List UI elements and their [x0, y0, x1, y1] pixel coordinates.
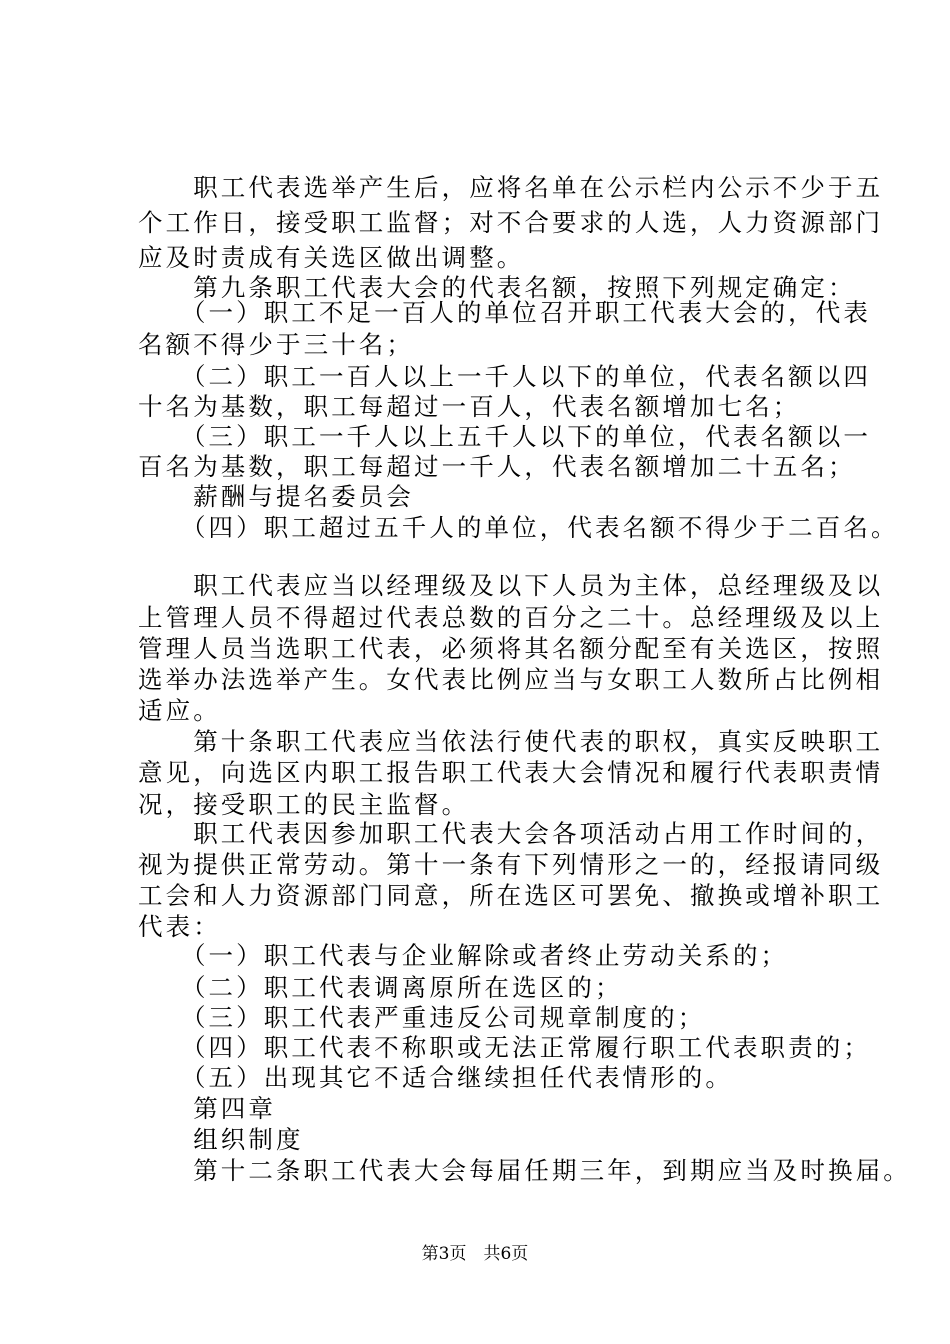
text-line: 第九条职工代表大会的代表名额，按照下列规定确定：: [138, 273, 856, 302]
text-line: 第十条职工代表应当依法行使代表的职权，真实反映职工: [138, 727, 884, 756]
text-line: （一）职工不足一百人的单位召开职工代表大会的，代表: [138, 298, 871, 327]
text-line: 组织制度: [138, 1125, 304, 1154]
text-line: （二）职工一百人以上一千人以下的单位，代表名额以四: [138, 362, 871, 391]
text-line: 第四章: [138, 1094, 276, 1123]
text-line: 个工作日，接受职工监督；对不合要求的人选，人力资源部门: [138, 208, 884, 237]
text-line: 百名为基数，职工每超过一千人，代表名额增加二十五名；: [138, 452, 856, 481]
text-line: （三）职工一千人以上五千人以下的单位，代表名额以一: [138, 422, 871, 451]
text-line: （五）出现其它不适合继续担任代表情形的。: [138, 1063, 733, 1092]
text-line: （四）职工代表不称职或无法正常履行职工代表职责的；: [138, 1033, 871, 1062]
text-line: 视为提供正常劳动。第十一条有下列情形之一的，经报请同级: [138, 850, 884, 879]
text-line: 况，接受职工的民主监督。: [138, 790, 470, 819]
text-line: 职工代表应当以经理级及以下人员为主体，总经理级及以: [138, 571, 884, 600]
text-line: （二）职工代表调离原所在选区的；: [138, 973, 623, 1002]
text-line: 上管理人员不得超过代表总数的百分之二十。总经理级及以上: [138, 603, 884, 632]
text-line: 第十二条职工代表大会每届任期三年，到期应当及时换届。: [138, 1156, 911, 1185]
text-line: （一）职工代表与企业解除或者终止劳动关系的；: [138, 941, 789, 970]
text-line: （四）职工超过五千人的单位，代表名额不得少于二百名。: [138, 513, 899, 542]
page-number: 第3页 共6页: [421, 1244, 529, 1264]
text-line: 代表：: [138, 912, 221, 941]
text-line: （三）职工代表严重违反公司规章制度的；: [138, 1003, 706, 1032]
text-line: 职工代表因参加职工代表大会各项活动占用工作时间的，: [138, 819, 884, 848]
text-line: 适应。: [138, 696, 221, 725]
text-line: 意见，向选区内职工报告职工代表大会情况和履行代表职责情: [138, 758, 884, 787]
text-line: 工会和人力资源部门同意，所在选区可罢免、撤换或增补职工: [138, 881, 884, 910]
text-line: 薪酬与提名委员会: [138, 482, 414, 511]
text-line: 十名为基数，职工每超过一百人，代表名额增加七名；: [138, 392, 801, 421]
text-line: 名额不得少于三十名；: [138, 330, 414, 359]
text-line: 职工代表选举产生后，应将名单在公示栏内公示不少于五: [138, 173, 884, 202]
text-line: 应及时责成有关选区做出调整。: [138, 243, 525, 272]
text-line: 选举办法选举产生。女代表比例应当与女职工人数所占比例相: [138, 665, 884, 694]
text-line: 管理人员当选职工代表，必须将其名额分配至有关选区，按照: [138, 634, 884, 663]
